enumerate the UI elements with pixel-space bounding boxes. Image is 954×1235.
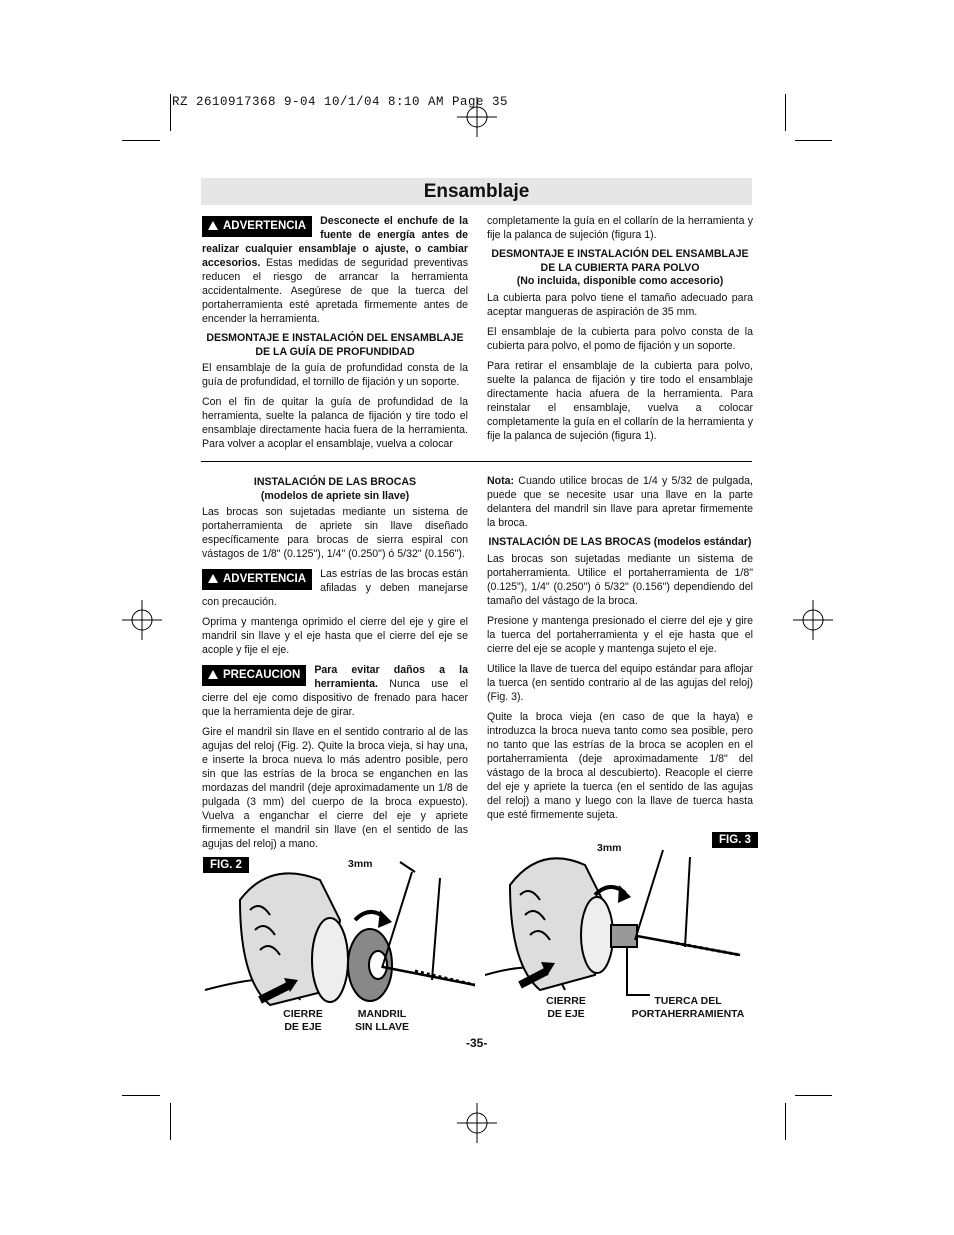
- paragraph: El ensamblaje de la guía de profundidad consta de la guía de profundidad, el tornillo de fijación y un soporte.: [202, 362, 468, 388]
- bits-standard-heading: INSTALACIÓN DE LAS BROCAS (modelos estándar): [488, 536, 752, 548]
- warning-triangle-icon: [208, 221, 218, 230]
- registration-mark-right-icon: [793, 600, 833, 640]
- bottom-right-column: [487, 474, 753, 828]
- section-title-bar: [201, 178, 752, 205]
- registration-mark-left-icon: [122, 600, 162, 640]
- bits-keyless-heading: INSTALACIÓN DE LAS BROCAS: [253, 476, 417, 488]
- paragraph: Con el fin de quitar la guía de profundidad de la herramienta, suelte la palanca de fijación y tire todo el ensamblaje directamente hacia fuera de la herramienta. Para volver a acoplar el ensamblaje, vuelva a colocar: [202, 396, 468, 450]
- fig3-dim-label: 3mm: [597, 842, 622, 854]
- top-right-column: [487, 214, 753, 449]
- fig2-illustration: [200, 840, 475, 1010]
- bits-keyless-subheading: (modelos de apriete sin llave): [260, 489, 410, 502]
- paragraph: completamente la guía en el collarín de la herramienta y fije la palanca de sujeción (figura 1).: [487, 215, 753, 241]
- note-paragraph: Nota: Cuando utilice brocas de 1/4 y 5/32 de pulgada, puede que se necesite usar una llave en la parte delantera del mandril sin llave para apretar firmemente la broca.: [487, 475, 753, 529]
- dust-cover-heading: DESMONTAJE E INSTALACIÓN DEL ENSAMBLAJE DE LA CUBIERTA PARA POLVO: [491, 248, 749, 274]
- paragraph: Para retirar el ensamblaje de la cubierta para polvo, suelte la palanca de fijación y tire todo el ensamblaje directamente hacia afuera de la herramienta. Para reinstalar el ensamblaje, vuelva a colocar completamente la guía en el collarín de la herramienta y fije la palanca de sujeción (figura 1).: [487, 359, 753, 442]
- registration-mark-top-icon: [457, 97, 497, 137]
- fig2-label: FIG. 2: [203, 857, 249, 873]
- warning-badge: ADVERTENCIA: [202, 216, 312, 237]
- paragraph: Oprima y mantenga oprimido el cierre del eje y gire el mandril sin llave y el eje hasta que el cierre del eje se acople y fije el eje.: [202, 616, 468, 656]
- caution-badge: PRECAUCION: [202, 665, 306, 686]
- paragraph: El ensamblaje de la cubierta para polvo consta de la cubierta para polvo, el pomo de fijación y un soporte.: [487, 325, 753, 352]
- dust-cover-subheading: (No incluida, disponible como accesorio): [516, 275, 724, 287]
- caution-paragraph: PRECAUCION Para evitar daños a la herramienta. Nunca use el cierre del eje como dispositivo de frenado para hacer que la herramienta deje de girar.: [202, 664, 468, 718]
- fig2-callout-keyless-chuck: MANDRIL SIN LLAVE: [354, 1008, 410, 1033]
- paragraph: Gire el mandril sin llave en el sentido contrario al de las agujas del reloj (Fig. 2). Quite la broca vieja, si hay una, e inserte la broca nueva lo más adentro posible, pero sin que las estrías de la broca se enganchen en las mordazas del mandril (deje aproximadamente un 1/8 de pulgada (3 mm) del cuerpo de la broca expuesto). Vuelva a enganchar el cierre del eje y apriete firmemente el mandril sin llave (en el sentido de las agujas del reloj) a mano.: [202, 726, 468, 850]
- paragraph: Quite la broca vieja (en caso de que la haya) e introduzca la broca nueva tanto como sea posible, pero no tanto que las estrías de la broca se acoplen en el portaherramienta (deje aproximadamente 1/8" del vástago de la broca al descubierto). Reacople el cierre del eje y apriete la tuerca (en el sentido de las agujas del reloj) a mano y luego con la llave de tuerca hasta que esté firmemente sujeta.: [487, 710, 753, 821]
- warning-badge: ADVERTENCIA: [202, 569, 312, 590]
- page-number: -35-: [466, 1036, 488, 1050]
- fig3-label: FIG. 3: [712, 832, 758, 848]
- registration-mark-bottom-icon: [457, 1103, 497, 1143]
- paragraph: Las brocas son sujetadas mediante un sistema de portaherramienta de apriete sin llave diseñado específicamente para brocas de sierra espiral con vástagos de 1/8" (0.125"), 1/4" (0.250") ó 5/32" (0.156").: [202, 506, 468, 560]
- fig3-callout-collet-nut: TUERCA DEL PORTAHERRAMIENTA: [631, 995, 745, 1020]
- print-slug: RZ 2610917368 9-04 10/1/04 8:10 AM Page 35: [172, 95, 509, 109]
- warning-triangle-icon: [208, 670, 218, 679]
- section-divider: [201, 461, 752, 462]
- fig3-illustration: [485, 835, 745, 1000]
- warning-triangle-icon: [208, 574, 218, 583]
- page-title: Ensamblaje: [423, 181, 530, 202]
- paragraph: Las brocas son sujetadas mediante un sistema de portaherramienta. Utilice el portaherramienta de 1/8" (0.125"), 1/4" (0.250") ó 5/32" (0.156") dependiendo del tamaño del vástago de la broca.: [487, 552, 753, 607]
- depth-guide-heading: DESMONTAJE E INSTALACIÓN DEL ENSAMBLAJE DE LA GUÍA DE PROFUNDIDAD: [206, 332, 464, 358]
- warning-paragraph: ADVERTENCIA Desconecte el enchufe de la fuente de energía antes de realizar cualquier ensamblaje o ajuste, o cambiar accesorios. Estas medidas de seguridad preventivas reducen el riesgo de arrancar la herramienta accidentalmente. Asegúrese de que la tuerca del portaherramienta esté apretada firmemente antes de encender la herramienta.: [202, 215, 468, 325]
- fig3-callout-spindle-lock: CIERRE DE EJE: [546, 995, 586, 1020]
- paragraph: Presione y mantenga presionado el cierre del eje y gire la tuerca del portaherramienta y el eje hasta que el cierre del eje se acople y mantenga sujeto el eje.: [487, 614, 753, 655]
- top-left-column: [202, 214, 468, 457]
- paragraph: La cubierta para polvo tiene el tamaño adecuado para aceptar mangueras de aspiración de 35 mm.: [487, 291, 753, 318]
- fig2-dim-label: 3mm: [348, 858, 373, 870]
- fig2-callout-spindle-lock: CIERRE DE EJE: [283, 1008, 323, 1033]
- paragraph: Utilice la llave de tuerca del equipo estándar para aflojar la tuerca (en sentido contrario al de las agujas del reloj) (Fig. 3).: [487, 662, 753, 703]
- warning-paragraph: ADVERTENCIA Las estrías de las brocas están afiladas y deben manejarse con precaución.: [202, 568, 468, 608]
- bottom-left-column: [202, 474, 468, 857]
